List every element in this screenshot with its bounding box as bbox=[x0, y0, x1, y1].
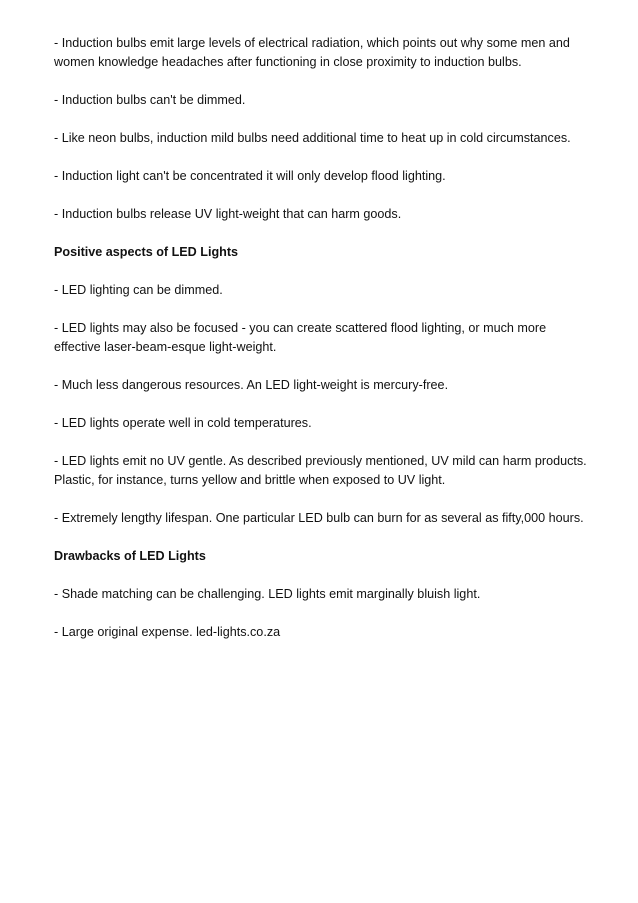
paragraph: - LED lights operate well in cold temperatures. bbox=[54, 416, 312, 430]
paragraph: - LED lights may also be focused - you can create scattered flood lighting, or much more effective laser-beam-esque light-weight. bbox=[54, 321, 547, 354]
paragraph: - Induction light can't be concentrated it will only develop flood lighting. bbox=[54, 169, 446, 183]
paragraph: - LED lights emit no UV gentle. As described previously mentioned, UV mild can harm products. Plastic, for instance, turns yellow and brittle when exposed to UV light. bbox=[54, 454, 587, 487]
paragraph: - Large original expense. led-lights.co.za bbox=[54, 625, 281, 639]
paragraph: - Induction bulbs emit large levels of electrical radiation, which points out why some men and women knowledge headaches after functioning in close proximity to induction bulbs. bbox=[54, 36, 570, 69]
document-body bbox=[54, 34, 594, 661]
section-heading-led-drawbacks: Drawbacks of LED Lights bbox=[54, 549, 206, 563]
paragraph: - Extremely lengthy lifespan. One particular LED bulb can burn for as several as fifty,000 hours. bbox=[54, 511, 584, 525]
section-heading-led-positives: Positive aspects of LED Lights bbox=[54, 245, 239, 259]
paragraph: - Induction bulbs can't be dimmed. bbox=[54, 93, 246, 107]
paragraph: - Shade matching can be challenging. LED lights emit marginally bluish light. bbox=[54, 587, 481, 601]
paragraph: - Much less dangerous resources. An LED light-weight is mercury-free. bbox=[54, 378, 449, 392]
paragraph: - Like neon bulbs, induction mild bulbs need additional time to heat up in cold circumstances. bbox=[54, 131, 571, 145]
paragraph: - Induction bulbs release UV light-weight that can harm goods. bbox=[54, 207, 402, 221]
paragraph: - LED lighting can be dimmed. bbox=[54, 283, 223, 297]
